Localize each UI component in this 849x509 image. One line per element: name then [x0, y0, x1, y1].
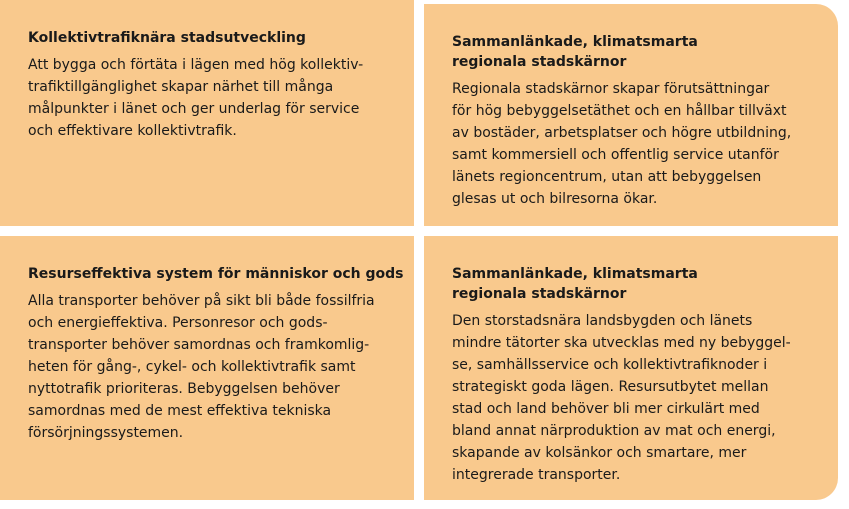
body-line: samordnas med de mest effektiva tekniska [28, 403, 332, 419]
body-line: länets regioncentrum, utan att bebyggelsen [452, 169, 762, 185]
body-line: stad och land behöver bli mer cirkulärt med [452, 401, 760, 417]
body-line: mindre tätorter ska utvecklas med ny bebyggel- [452, 335, 791, 351]
info-box-transit-urban-development [0, 0, 414, 226]
body-line: försörjningssystemen. [28, 425, 184, 441]
body-line: och energieffektiva. Personresor och gods- [28, 315, 328, 331]
body-line: skapande av kolsänkor och smartare, mer [452, 445, 747, 461]
box-body [452, 78, 824, 210]
box-title [452, 264, 824, 304]
box-body [452, 310, 824, 486]
body-line: glesas ut och bilresorna ökar. [452, 191, 658, 207]
body-line: heten för gång-, cykel- och kollektivtrafik samt [28, 359, 356, 375]
body-line: samt kommersiell och offentlig service utanför [452, 147, 779, 163]
box-title [452, 32, 824, 72]
body-line: strategiskt goda lägen. Resursutbytet mellan [452, 379, 769, 395]
body-line: trafiktillgänglighet skapar närhet till många [28, 79, 334, 95]
body-line: målpunkter i länet och ger underlag för service [28, 101, 360, 117]
title-line: Sammanlänkade, klimatsmarta [452, 266, 698, 282]
body-line: nyttotrafik prioriteras. Bebyggelsen behöver [28, 381, 340, 397]
body-line: Alla transporter behöver på sikt bli både fossilfria [28, 293, 375, 309]
title-line: regionala stadskärnor [452, 286, 627, 302]
body-line: och effektivare kollektivtrafik. [28, 123, 237, 139]
body-line: Den storstadsnära landsbygden och länets [452, 313, 753, 329]
body-line: för hög bebyggelsetäthet och en hållbar tillväxt [452, 103, 787, 119]
title-line: regionala stadskärnor [452, 54, 627, 70]
box-title [28, 264, 404, 284]
title-line: Kollektivtrafiknära stadsutveckling [28, 30, 306, 46]
info-box-regional-city-centres [424, 4, 838, 226]
body-line: av bostäder, arbetsplatser och högre utbildning, [452, 125, 792, 141]
title-line: Resurseffektiva system för människor och gods [28, 266, 404, 282]
box-body [28, 290, 400, 444]
box-title [28, 28, 400, 48]
body-line: Regionala stadskärnor skapar förutsättningar [452, 81, 770, 97]
title-line: Sammanlänkade, klimatsmarta [452, 34, 698, 50]
info-box-rural-and-small-towns [424, 236, 838, 500]
body-line: transporter behöver samordnas och framkomlig- [28, 337, 370, 353]
info-box-resource-efficient-systems [0, 236, 414, 500]
body-line: se, samhällsservice och kollektivtrafiknoder i [452, 357, 768, 373]
body-line: Att bygga och förtäta i lägen med hög kollektiv- [28, 57, 364, 73]
box-body [28, 54, 400, 142]
body-line: integrerade transporter. [452, 467, 621, 483]
body-line: bland annat närproduktion av mat och energi, [452, 423, 776, 439]
